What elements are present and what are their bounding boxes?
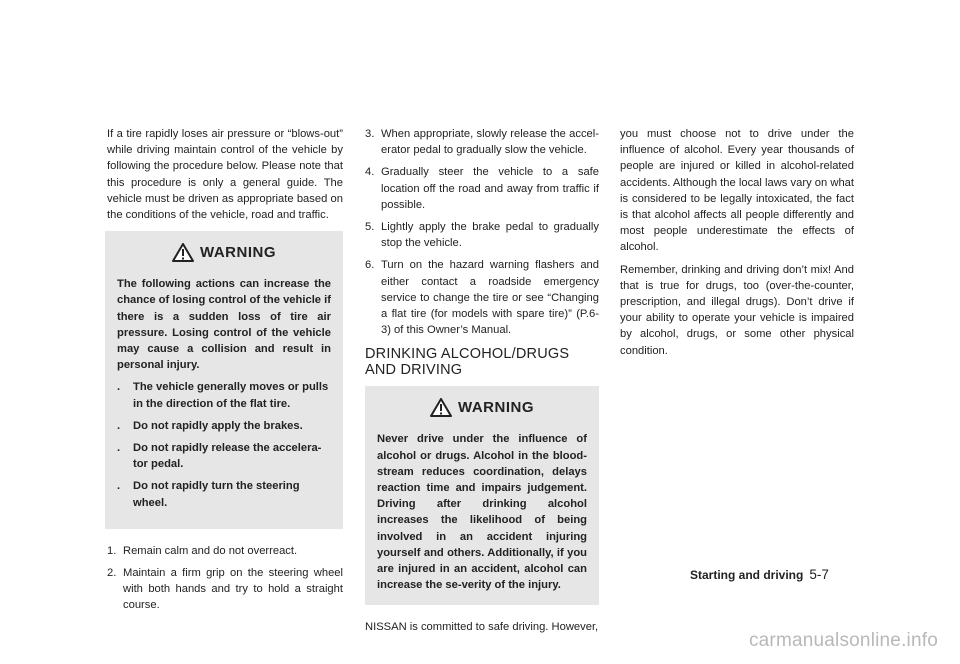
section-name: Starting and driving bbox=[690, 568, 804, 582]
page-footer bbox=[690, 567, 829, 582]
warning-text: Never drive under the influence of alcohol or drugs. Alcohol in the blood-stream reduces coordination, delays reaction time and impairs judgement. Driving after drinking alcohol increases the likelihood of being involved in an accident injuring yourself and others. Additionally, if you are injured in an accident, alcohol can increase the se-verity of the injury. bbox=[377, 433, 587, 592]
column-1 bbox=[107, 126, 343, 620]
section-heading: DRINKING ALCOHOL/DRUGS AND DRIVING bbox=[365, 346, 570, 379]
procedure-steps-1 bbox=[107, 543, 343, 614]
watermark: carmanualsonline.info bbox=[748, 630, 938, 651]
warning-title: WARNING bbox=[200, 243, 276, 261]
procedure-steps-2 bbox=[365, 126, 599, 338]
list-item: 2. Maintain a firm grip on the steering wheel with both hands and try to hold a straight course. bbox=[107, 567, 343, 612]
list-item: 3. When appropriate, slowly release the accel-erator pedal to gradually slow the vehicle. bbox=[365, 128, 599, 157]
intro-paragraph: If a tire rapidly loses air pressure or “blows-out” while driving maintain control of the vehicle by following the procedure below. Please note that this procedure is only a general guide. The vehicle must be driven as appropriate based on the conditions of the vehicle, road and traffic. bbox=[107, 128, 343, 222]
page-number: 5-7 bbox=[809, 567, 829, 582]
warning-triangle-icon bbox=[430, 398, 452, 417]
list-item: . Do not rapidly apply the brakes. bbox=[117, 419, 303, 432]
column-2 bbox=[365, 126, 599, 642]
list-item: . Do not rapidly turn the steering wheel. bbox=[117, 480, 300, 509]
paragraph: Remember, drinking and driving don’t mix! And that is true for drugs, too (over-the-counter, prescription, and illegal drugs). Don’t drive if your ability to operate your vehicle is impaired by alcohol, drugs, or some other physical condition. bbox=[620, 263, 854, 357]
warning-header bbox=[377, 398, 587, 417]
tire-warning-box bbox=[105, 231, 343, 529]
paragraph: you must choose not to drive under the influence of alcohol. Every year thousands of people are injured or killed in alcohol-related accidents. Although the local laws vary on what is considered to be legally intoxicated, the fact is that alcohol affects all people differently and most people underestimate the effects of alcohol. bbox=[620, 128, 854, 254]
list-item: 5. Lightly apply the brake pedal to gradually stop the vehicle. bbox=[365, 221, 599, 250]
list-item: . The vehicle generally moves or pulls in the direction of the flat tire. bbox=[117, 381, 329, 410]
list-item: 1. Remain calm and do not overreact. bbox=[107, 544, 298, 557]
warning-header bbox=[117, 243, 331, 262]
list-item: 4. Gradually steer the vehicle to a safe location off the road and away from traffic if possible. bbox=[365, 166, 599, 211]
alcohol-warning-box bbox=[365, 386, 599, 605]
warning-text: The following actions can increase the chance of losing control of the vehicle if there is a sudden loss of tire air pressure. Losing control of the vehicle may cause a collision and result in personal injury. bbox=[117, 278, 331, 372]
column-3 bbox=[620, 126, 854, 365]
closing-paragraph: NISSAN is committed to safe driving. However, bbox=[365, 621, 599, 634]
warning-title: WARNING bbox=[458, 398, 534, 416]
list-item: 6. Turn on the hazard warning flashers and either contact a roadside emergency service to change the tire or see “Changing a flat tire (for models with spare tire)” (P.6-3) of this Owner’s Manual. bbox=[365, 259, 599, 337]
warning-triangle-icon bbox=[172, 243, 194, 262]
list-item: . Do not rapidly release the accelera-tor pedal. bbox=[117, 442, 322, 471]
warning-bullet-list bbox=[117, 379, 331, 510]
